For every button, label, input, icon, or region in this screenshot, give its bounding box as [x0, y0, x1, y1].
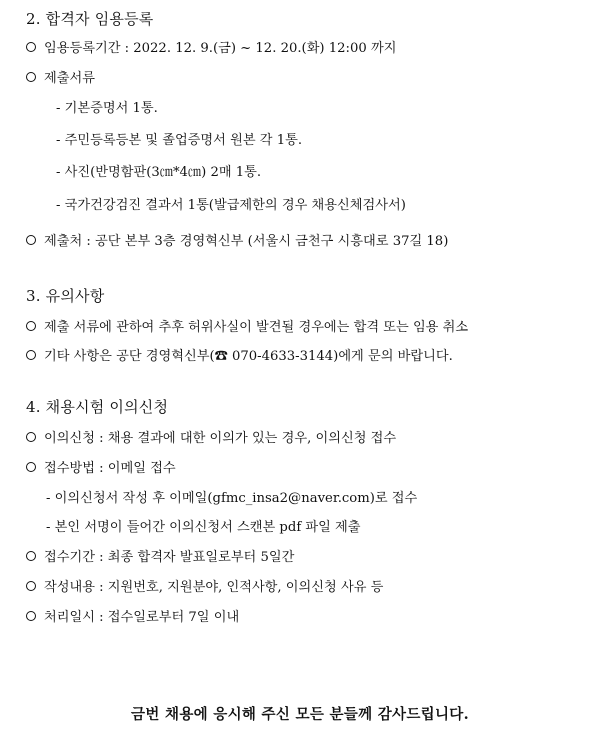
section-title-notes: 3. 유의사항 — [26, 287, 105, 305]
circle-bullet-icon — [26, 581, 36, 591]
item-text: 제출처 : 공단 본부 3층 경영혁신부 (서울시 금천구 시흥대로 37길 18) — [44, 234, 449, 249]
item-text: 제출서류 — [44, 71, 95, 86]
sub-list-item: - 기본증명서 1통. — [56, 101, 158, 116]
sub-list-item: - 사진(반명함판(3㎝*4㎝) 2매 1통. — [56, 165, 262, 180]
item-text: 처리일시 : 접수일로부터 7일 이내 — [44, 610, 240, 625]
list-item — [26, 37, 396, 56]
circle-bullet-icon — [26, 321, 36, 331]
list-item — [26, 546, 294, 565]
section-title-registration: 2. 합격자 임용등록 — [26, 10, 154, 28]
sub-list-item: - 이의신청서 작성 후 이메일(gfmc_insa2@naver.com)로 접수 — [46, 491, 418, 506]
item-text: 제출 서류에 관하여 추후 허위사실이 발견될 경우에는 합격 또는 임용 취소 — [44, 320, 469, 335]
circle-bullet-icon — [26, 462, 36, 472]
list-item — [26, 67, 95, 86]
item-text: 이의신청 : 채용 결과에 대한 이의가 있는 경우, 이의신청 접수 — [44, 431, 397, 446]
list-item — [26, 457, 176, 476]
circle-bullet-icon — [26, 235, 36, 245]
item-text: 임용등록기간 : 2022. 12. 9.(금) ~ 12. 20.(화) 12:00 까지 — [44, 41, 397, 56]
item-text: 기타 사항은 공단 경영혁신부(☎ 070-4633-3144)에게 문의 바랍니다. — [44, 349, 453, 364]
item-text: 작성내용 : 지원번호, 지원분야, 인적사항, 이의신청 사유 등 — [44, 580, 384, 595]
section-title-objection: 4. 채용시험 이의신청 — [26, 398, 169, 416]
closing-message: 금번 채용에 응시해 주신 모든 분들께 감사드립니다. — [131, 706, 469, 723]
item-text: 접수기간 : 최종 합격자 발표일로부터 5일간 — [44, 550, 295, 565]
list-item — [26, 576, 383, 595]
list-item — [26, 427, 396, 446]
circle-bullet-icon — [26, 432, 36, 442]
circle-bullet-icon — [26, 72, 36, 82]
sub-list-item: - 주민등록등본 및 졸업증명서 원본 각 1통. — [56, 133, 303, 148]
circle-bullet-icon — [26, 611, 36, 621]
list-item — [26, 345, 453, 364]
circle-bullet-icon — [26, 42, 36, 52]
sub-list-item: - 국가건강검진 결과서 1통(발급제한의 경우 채용신체검사서) — [56, 198, 406, 213]
item-text: 접수방법 : 이메일 접수 — [44, 461, 176, 476]
sub-list-item: - 본인 서명이 들어간 이의신청서 스캔본 pdf 파일 제출 — [46, 520, 361, 535]
list-item — [26, 230, 448, 249]
circle-bullet-icon — [26, 551, 36, 561]
circle-bullet-icon — [26, 350, 36, 360]
list-item — [26, 606, 239, 625]
list-item — [26, 316, 468, 335]
